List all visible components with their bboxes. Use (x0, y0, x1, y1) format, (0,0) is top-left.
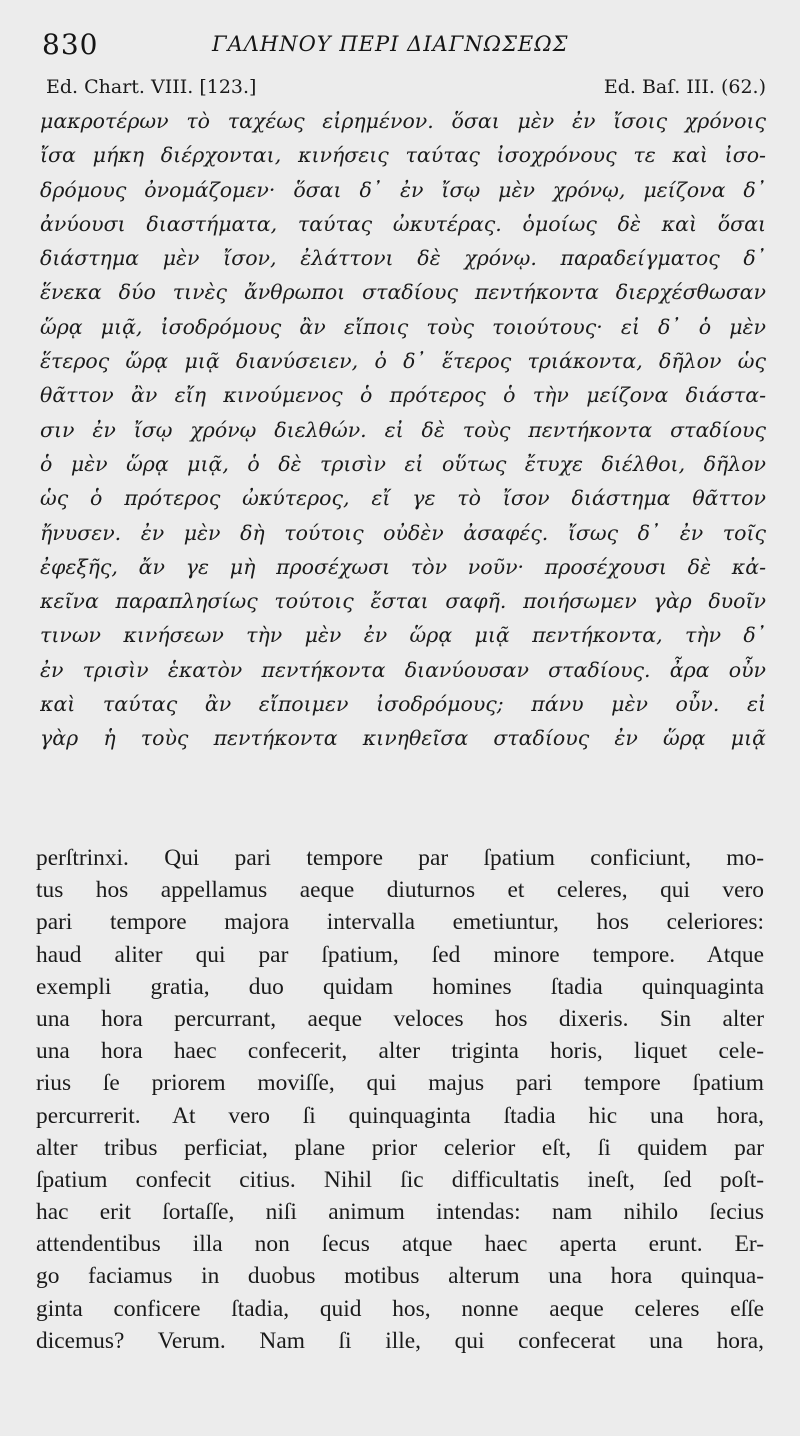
greek-line: ἕτερος ὥρᾳ μιᾷ διανύσειεν, ὁ δ᾽ ἕτερος τριάκοντα, δῆλον ὡς (40, 349, 766, 374)
greek-line: γὰρ ἡ τοὺς πεντήκοντα κινηθεῖσα σταδίους ἐν ὥρᾳ μιᾷ (40, 726, 766, 751)
greek-line: ὁ μὲν ὥρᾳ μιᾷ, ὁ δὲ τρισὶν εἰ οὕτως ἔτυχε διέλθοι, δῆλον (40, 451, 766, 476)
page-header (36, 28, 766, 64)
greek-line: ἀνύουσι διαστήματα, ταύτας ὠκυτέρας. ὁμοίως δὲ καὶ ὅσαι (40, 211, 766, 236)
page-number: 830 (42, 28, 99, 61)
latin-line: hac erit ſortaſſe, niſi animum intendas: nam nihilo ſecius (36, 1199, 764, 1226)
running-title: ΓΑΛΗΝΟΥ ΠΕΡΙ ΔΙΑΓΝΩΣΕΩΣ (212, 32, 569, 56)
latin-line: una hora haec confecerit, alter triginta horis, liquet cele- (36, 1038, 764, 1065)
latin-line: perſtrinxi. Qui pari tempore par ſpatium conficiunt, mo- (36, 845, 764, 871)
latin-line: ſpatium confecit citius. Nihil ſic difficultatis ineſt, ſed poſt- (36, 1166, 764, 1193)
greek-line: ἤνυσεν. ἐν μὲν δὴ τούτοις οὐδὲν ἀσαφές. ἴσως δ᾽ ἐν τοῖς (40, 520, 766, 545)
greek-line: ὥρᾳ μιᾷ, ἰσοδρόμους ἂν εἴποις τοὺς τοιούτους· εἰ δ᾽ ὁ μὲν (40, 314, 766, 339)
latin-line: una hora percurrant, aeque veloces hos dixeris. Sin alter (36, 1005, 764, 1032)
greek-line: ἴσα μήκη διέρχονται, κινήσεις ταύτας ἰσοχρόνους τε καὶ ἰσο- (40, 143, 766, 168)
edition-reference-basel: Ed. Baſ. III. (62.) (603, 76, 766, 98)
edition-reference-chartier: Ed. Chart. VIII. [123.] (46, 76, 257, 98)
greek-text-block (40, 104, 766, 756)
latin-line: go faciamus in duobus motibus alterum una hora quinqua- (36, 1263, 764, 1290)
latin-line: alter tribus perficiat, plane prior celerior eſt, ſi quidem par (36, 1134, 764, 1161)
latin-line: haud aliter qui par ſpatium, ſed minore tempore. Atque (36, 941, 764, 968)
latin-line: rius ſe priorem moviſſe, qui majus pari tempore ſpatium (36, 1070, 764, 1097)
greek-line: κεῖνα παραπλησίως τούτοις ἔσται σαφῆ. ποιήσωμεν γὰρ δυοῖν (40, 589, 766, 614)
latin-line: dicemus? Verum. Nam ſi ille, qui confecerat una hora, (36, 1327, 764, 1354)
latin-line: tus hos appellamus aeque diuturnos et celeres, qui vero (36, 877, 764, 904)
greek-line: ἐφεξῆς, ἄν γε μὴ προσέχωσι τὸν νοῦν· προσέχουσι δὲ κἀ- (40, 554, 766, 579)
greek-line: καὶ ταύτας ἂν εἴποιμεν ἰσοδρόμους; πάνυ μὲν οὖν. εἰ (40, 692, 766, 717)
latin-line: ginta conficere ſtadia, quid hos, nonne aeque celeres eſſe (36, 1295, 764, 1322)
edition-reference-line (40, 76, 766, 104)
latin-line: percurrerit. At vero ſi quinquaginta ſtadia hic una hora, (36, 1102, 764, 1129)
greek-line: ἐν τρισὶν ἑκατὸν πεντήκοντα διανύουσαν σταδίους. ἆρα οὖν (40, 657, 766, 682)
greek-line: ὡς ὁ πρότερος ὠκύτερος, εἴ γε τὸ ἴσον διάστημα θᾶττον (40, 486, 766, 511)
latin-line: attendentibus illa non ſecus atque haec aperta erunt. Er- (36, 1231, 764, 1258)
greek-line: σιν ἐν ἴσῳ χρόνῳ διελθών. εἰ δὲ τοὺς πεντήκοντα σταδίους (40, 417, 766, 442)
greek-line: τινων κινήσεων τὴν μὲν ἐν ὥρᾳ μιᾷ πεντήκοντα, τὴν δ᾽ (40, 623, 766, 648)
greek-line: ἕνεκα δύο τινὲς ἄνθρωποι σταδίους πεντήκοντα διερχέσθωσαν (40, 280, 766, 305)
greek-line: διάστημα μὲν ἴσον, ἐλάττονι δὲ χρόνῳ. παραδείγματος δ᾽ (40, 246, 766, 271)
greek-line: θᾶττον ἂν εἴη κινούμενος ὁ πρότερος ὁ τὴν μείζονα διάστα- (40, 383, 766, 408)
latin-line: exempli gratia, duo quidam homines ſtadia quinquaginta (36, 973, 764, 1000)
latin-text-block (36, 842, 764, 1357)
latin-line: pari tempore majora intervalla emetiuntur, hos celeriores: (36, 909, 764, 936)
greek-line: δρόμους ὀνομάζομεν· ὅσαι δ᾽ ἐν ἴσῳ μὲν χρόνῳ, μείζονα δ᾽ (40, 177, 766, 202)
show-through-text (40, 800, 760, 826)
greek-line: μακροτέρων τὸ ταχέως εἰρημένον. ὅσαι μὲν ἐν ἴσοις χρόνοις (40, 109, 766, 133)
